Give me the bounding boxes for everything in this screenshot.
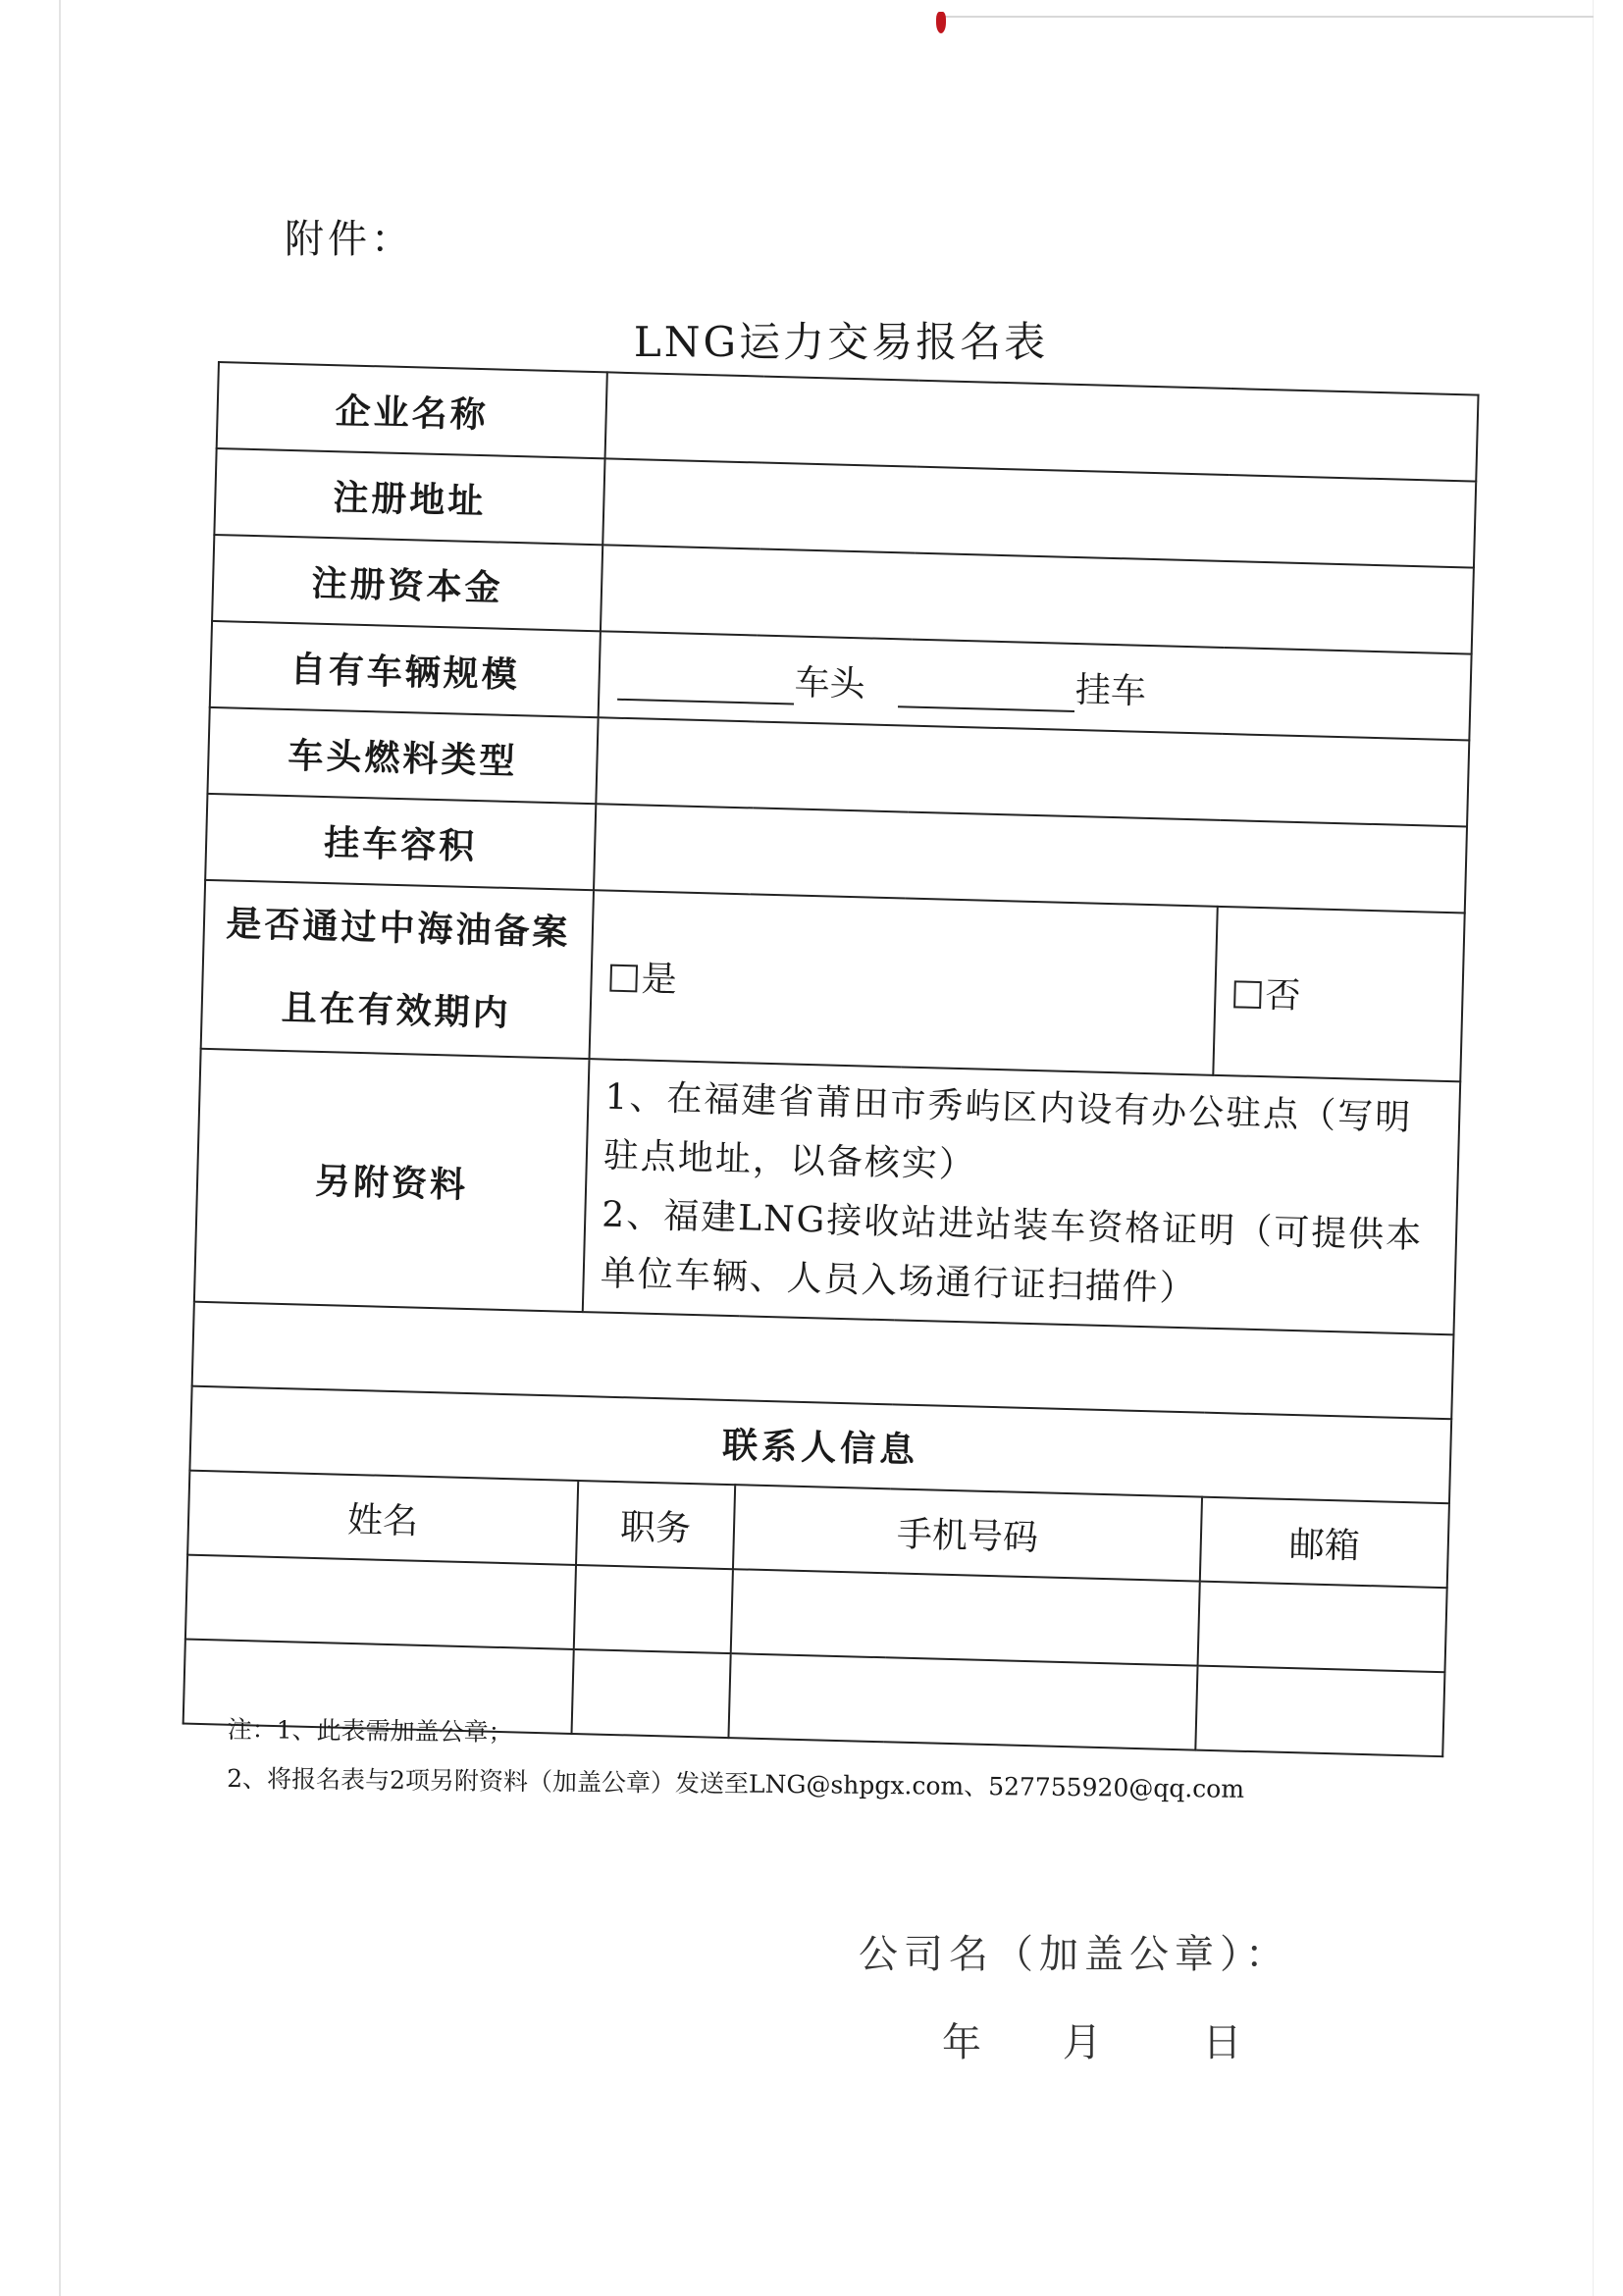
contact-section-title: 联系人信息 bbox=[189, 1386, 1451, 1504]
cnooc-yes-cell bbox=[590, 890, 1218, 1075]
form-title: LNG运力交易报名表 bbox=[633, 318, 1049, 366]
form-table bbox=[183, 361, 1480, 1757]
registered-capital-label: 注册资本金 bbox=[212, 535, 602, 631]
contact-email-cell[interactable] bbox=[1198, 1582, 1447, 1673]
contact-phone-cell[interactable] bbox=[731, 1569, 1200, 1665]
extra-material-item-2: 2、福建LNG接收站进站装车资格证明（可提供本单位车辆、人员入场通行证扫描件） bbox=[600, 1194, 1424, 1310]
extra-materials-content bbox=[583, 1059, 1460, 1334]
note-1: 注：1、此表需加盖公章； bbox=[227, 1714, 513, 1748]
registered-address-label: 注册地址 bbox=[214, 448, 604, 545]
registration-form bbox=[183, 361, 1478, 1757]
no-checkbox[interactable] bbox=[1233, 980, 1262, 1009]
contact-position-cell[interactable] bbox=[574, 1565, 733, 1653]
cnooc-filing-label-line2: 且在有效期内 bbox=[281, 986, 512, 1035]
contact-header-phone: 手机号码 bbox=[733, 1485, 1202, 1581]
yes-label: 是 bbox=[641, 959, 678, 1000]
day-label: 日 bbox=[1202, 2020, 1242, 2065]
note-2: 2、将报名表与2项另附资料（加盖公章）发送至LNG@shpgx.com、527755920@qq.com bbox=[227, 1763, 1245, 1803]
scan-top-line bbox=[942, 16, 1594, 18]
cnooc-filing-label bbox=[201, 880, 594, 1059]
row-cnooc-filing bbox=[201, 880, 1465, 1082]
fuel-type-label: 车头燃料类型 bbox=[207, 707, 598, 804]
red-ink-mark bbox=[936, 12, 946, 33]
cnooc-filing-label-line1: 是否通过中海油备案 bbox=[225, 903, 571, 954]
contact-header-email: 邮箱 bbox=[1200, 1497, 1449, 1589]
contact-header-position: 职务 bbox=[576, 1481, 735, 1569]
trailer-unit-label: 挂车 bbox=[1074, 669, 1147, 712]
extra-materials-label: 另附资料 bbox=[194, 1049, 590, 1312]
extra-material-item-1: 1、在福建省莆田市秀屿区内设有办公驻点（写明驻点地址，以备核实） bbox=[602, 1076, 1413, 1186]
month-label: 月 bbox=[1062, 2020, 1102, 2065]
year-label: 年 bbox=[942, 2020, 981, 2065]
cnooc-no-cell bbox=[1213, 907, 1464, 1082]
attachment-label: 附件： bbox=[285, 217, 414, 262]
no-label: 否 bbox=[1264, 974, 1301, 1017]
contact-name-cell[interactable] bbox=[185, 1555, 576, 1649]
row-extra-materials bbox=[194, 1049, 1460, 1335]
notes-section bbox=[227, 1705, 1245, 1814]
trailer-count-blank[interactable] bbox=[898, 676, 1075, 712]
trailer-volume-label: 挂车容积 bbox=[205, 794, 596, 890]
date-line bbox=[942, 2011, 1241, 2067]
contact-header-name: 姓名 bbox=[187, 1471, 578, 1565]
tractor-unit-label: 车头 bbox=[794, 662, 866, 704]
fleet-size-label: 自有车辆规模 bbox=[210, 621, 601, 717]
yes-checkbox[interactable] bbox=[609, 964, 638, 992]
tractor-count-blank[interactable] bbox=[617, 668, 795, 704]
company-seal-label: 公司名（加盖公章）： bbox=[859, 1932, 1290, 1977]
company-name-label: 企业名称 bbox=[217, 362, 607, 458]
